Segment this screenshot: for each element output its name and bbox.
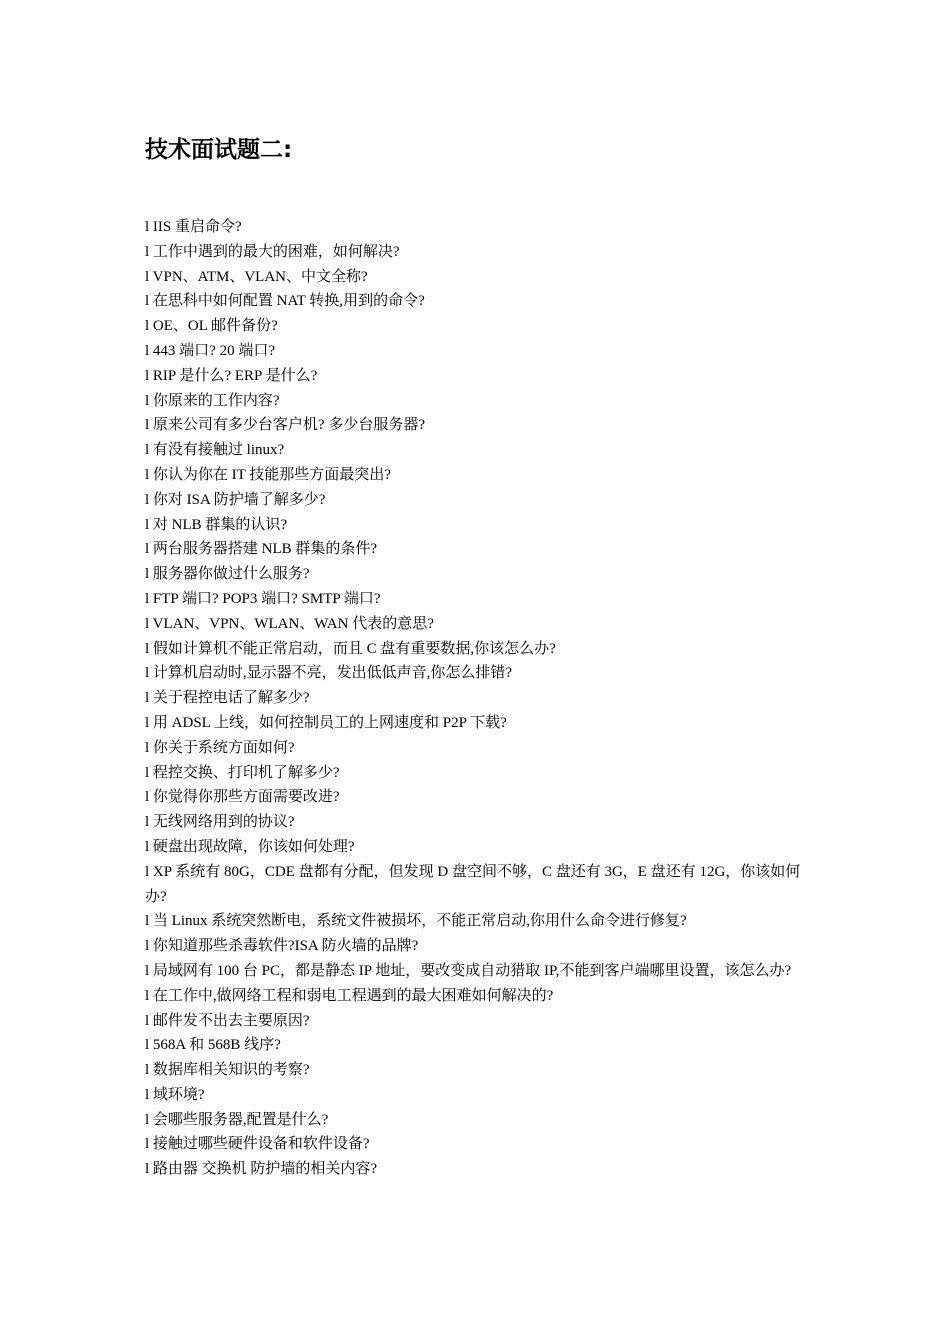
question-item: l VPN、ATM、VLAN、中文全称?	[145, 268, 368, 285]
question-item: l VLAN、VPN、WLAN、WAN 代表的意思?	[145, 615, 434, 632]
question-item: l 你关于系统方面如何?	[145, 739, 295, 756]
question-item: l 关于程控电话了解多少?	[145, 690, 310, 707]
question-item: l 假如计算机不能正常启动，而且 C 盘有重要数据,你该怎么办?	[145, 640, 556, 657]
question-item: l FTP 端口? POP3 端口? SMTP 端口?	[145, 590, 381, 607]
question-list	[145, 215, 813, 1182]
question-item: l 程控交换、打印机了解多少?	[145, 764, 340, 781]
question-item: l 你知道那些杀毒软件?ISA 防火墙的品牌?	[145, 938, 419, 955]
question-item: l 对 NLB 群集的认识?	[145, 516, 288, 533]
question-item: l 443 端口? 20 端口?	[145, 342, 275, 359]
question-item: l 邮件发不出去主要原因?	[145, 1012, 310, 1029]
page-title: 技术面试题二:	[145, 137, 293, 163]
question-item: l IIS 重启命令?	[145, 219, 242, 235]
question-item: l 无线网络用到的协议?	[145, 814, 295, 831]
question-item: l 数据库相关知识的考察?	[145, 1062, 310, 1079]
question-item: l 硬盘出现故障，你该如何处理?	[145, 838, 355, 855]
question-item: l XP 系统有 80G，CDE 盘都有分配，但发现 D 盘空间不够，C 盘还有 3G，E 盘还有 12G，你该如何办?	[145, 863, 801, 905]
question-item: l 服务器你做过什么服务?	[145, 566, 310, 583]
question-item: l 你原来的工作内容?	[145, 392, 280, 409]
question-item: l OE、OL 邮件备份?	[145, 318, 278, 335]
question-item: l 域环境?	[145, 1086, 205, 1103]
question-item: l 你对 ISA 防护墙了解多少?	[145, 491, 326, 508]
question-item: l 两台服务器搭建 NLB 群集的条件?	[145, 541, 378, 558]
question-item: l 接触过哪些硬件设备和软件设备?	[145, 1136, 370, 1153]
question-item: l 在工作中,做网络工程和弱电工程遇到的最大困难如何解决的?	[145, 987, 554, 1004]
question-item: l 你认为你在 IT 技能那些方面最突出?	[145, 466, 391, 483]
question-item: l 局域网有 100 台 PC，都是静态 IP 地址，要改变成自动猎取 IP,不能到客户端哪里设置，该怎么办?	[145, 962, 792, 979]
question-item: l 路由器 交换机 防护墙的相关内容?	[145, 1161, 378, 1178]
question-item: l 在思科中如何配置 NAT 转换,用到的命令?	[145, 293, 425, 310]
question-item: l 原来公司有多少台客户机? 多少台服务器?	[145, 417, 425, 434]
question-item: l 会哪些服务器,配置是什么?	[145, 1111, 329, 1128]
question-item: l 工作中遇到的最大的困难，如何解决?	[145, 243, 400, 260]
question-item: l 有没有接触过 linux?	[145, 442, 285, 459]
question-item: l 用 ADSL 上线，如何控制员工的上网速度和 P2P 下载?	[145, 714, 507, 731]
question-item: l RIP 是什么? ERP 是什么?	[145, 367, 318, 384]
question-item: l 你觉得你那些方面需要改进?	[145, 789, 340, 806]
question-item: l 计算机启动时,显示器不亮，发出低低声音,你怎么排错?	[145, 665, 513, 682]
question-item: l 568A 和 568B 线序?	[145, 1037, 281, 1054]
question-item: l 当 Linux 系统突然断电，系统文件被损坏，不能正常启动,你用什么命令进行修复?	[145, 913, 687, 930]
